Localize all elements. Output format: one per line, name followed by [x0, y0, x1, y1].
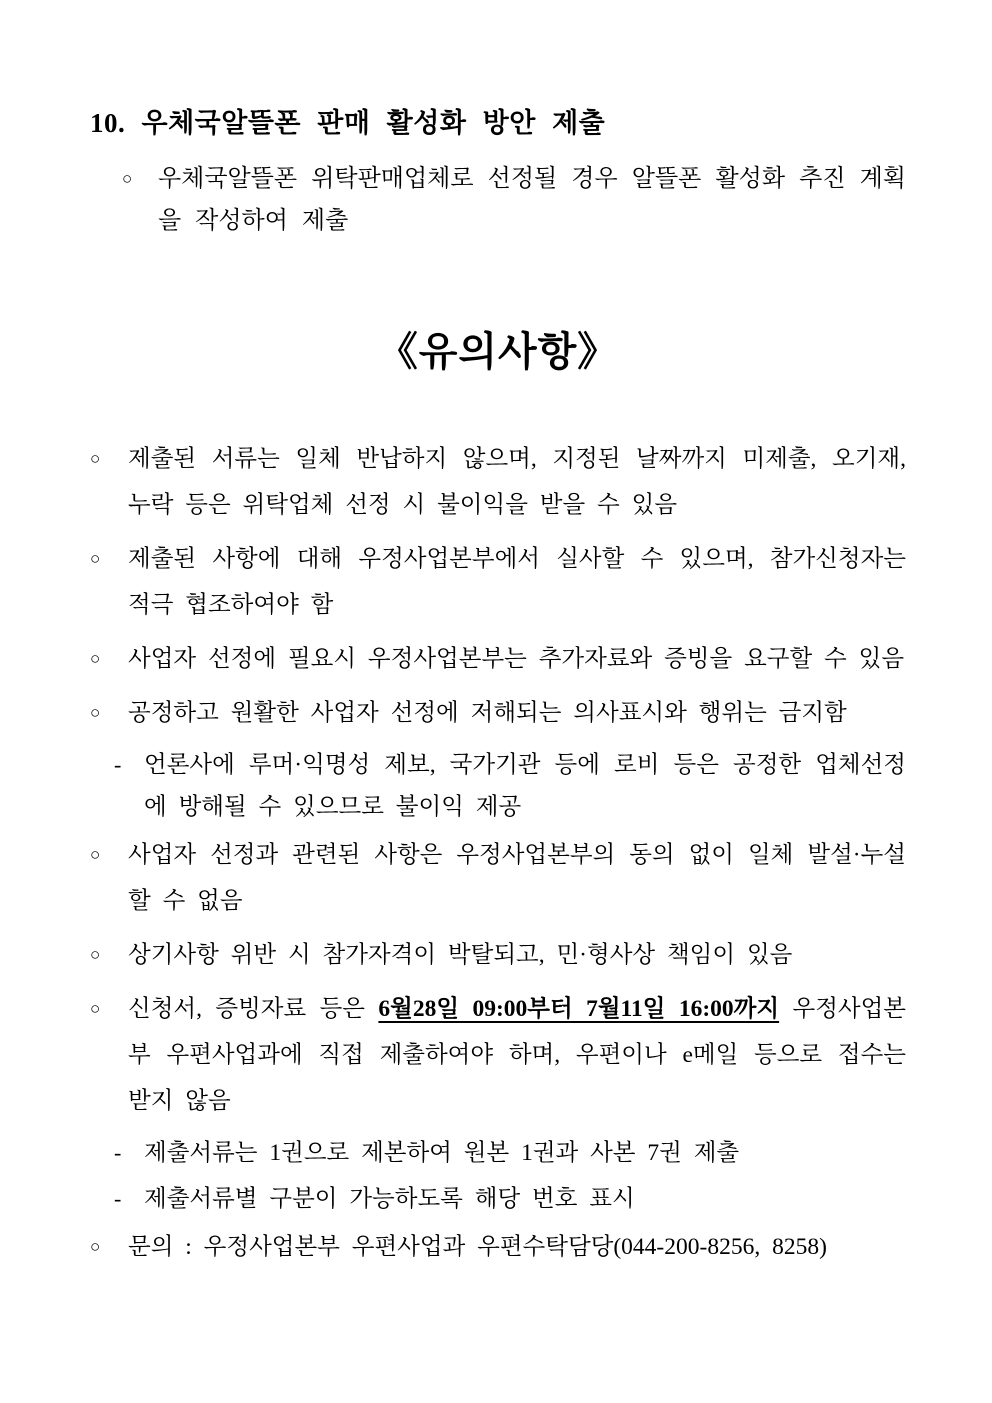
notice-item-returned-documents — [90, 436, 906, 528]
notice-item-violation-liability — [90, 932, 906, 978]
submission-deadline-suffix: 우정사업본부 우편사업과에 직접 제출하여야 하며, 우편이나 e메일 등으로 접수는 받지 않음 — [128, 996, 907, 1114]
submission-deadline-emphasis: 6월28일 09:00부터 7월11일 16:00까지 — [378, 996, 780, 1022]
circle-bullet-marker: ○ — [90, 703, 101, 722]
circle-bullet-marker: ○ — [122, 169, 133, 188]
notice-item-text: 상기사항 위반 시 참가자격이 박탈되고, 민·형사상 책임이 있음 — [128, 942, 793, 968]
circle-bullet-marker: ○ — [90, 945, 101, 964]
notice-item-text: 사업자 선정과 관련된 사항은 우정사업본부의 동의 없이 일체 발설·누설할 수 없음 — [128, 842, 906, 914]
notice-subitem-binding — [90, 1132, 906, 1174]
notice-item-confidentiality — [90, 832, 906, 924]
circle-bullet-marker: ○ — [90, 845, 101, 864]
section-10-item-text: 우체국알뜰폰 위탁판매업체로 선정될 경우 알뜰폰 활성화 추진 계획을 작성하여 제출 — [158, 166, 906, 234]
notice-item-contact — [90, 1224, 906, 1270]
notice-subitem-numbering — [90, 1178, 906, 1220]
notice-item-text: 문의 : 우정사업본부 우편사업과 우편수탁담당(044-200-8256, 8258) — [128, 1234, 827, 1260]
circle-bullet-marker: ○ — [90, 649, 101, 668]
notice-item-additional-materials — [90, 636, 906, 682]
circle-bullet-marker: ○ — [90, 999, 101, 1018]
notice-item-inspection — [90, 536, 906, 628]
dash-bullet-marker: - — [114, 1140, 122, 1165]
notice-item-text — [128, 986, 906, 1124]
notice-item-submission-deadline — [90, 986, 906, 1124]
notice-subitem-text: 제출서류별 구분이 가능하도록 해당 번호 표시 — [144, 1186, 635, 1212]
notice-subitem-rumor-penalty — [90, 744, 906, 828]
notice-item-text: 공정하고 원활한 사업자 선정에 저해되는 의사표시와 행위는 금지함 — [128, 700, 847, 726]
submission-deadline-prefix: 신청서, 증빙자료 등은 — [128, 996, 379, 1022]
notice-item-text: 제출된 사항에 대해 우정사업본부에서 실사할 수 있으며, 참가신청자는 적극 협조하여야 함 — [128, 546, 906, 618]
dash-bullet-marker: - — [114, 1186, 122, 1211]
notice-title: 《유의사항》 — [377, 329, 619, 374]
section-10-item — [90, 158, 906, 242]
notice-subitem-text: 언론사에 루머·익명성 제보, 국가기관 등에 로비 등은 공정한 업체선정에 방해될 수 있으므로 불이익 제공 — [144, 752, 906, 820]
notice-subitem-text: 제출서류는 1권으로 제본하여 원본 1권과 사본 7권 제출 — [144, 1140, 740, 1166]
dash-bullet-marker: - — [114, 752, 122, 777]
notice-item-text: 사업자 선정에 필요시 우정사업본부는 추가자료와 증빙을 요구할 수 있음 — [128, 646, 905, 672]
circle-bullet-marker: ○ — [90, 549, 101, 568]
section-10 — [90, 106, 906, 242]
notice-list — [90, 436, 906, 1270]
notice-item-fair-selection — [90, 690, 906, 736]
notice-item-text: 제출된 서류는 일체 반납하지 않으며, 지정된 날짜까지 미제출, 오기재, 누락 등은 위탁업체 선정 시 불이익을 받을 수 있음 — [128, 446, 906, 518]
circle-bullet-marker: ○ — [90, 449, 101, 468]
section-10-heading: 10. 우체국알뜰폰 판매 활성화 방안 제출 — [90, 108, 606, 138]
circle-bullet-marker: ○ — [90, 1237, 101, 1256]
